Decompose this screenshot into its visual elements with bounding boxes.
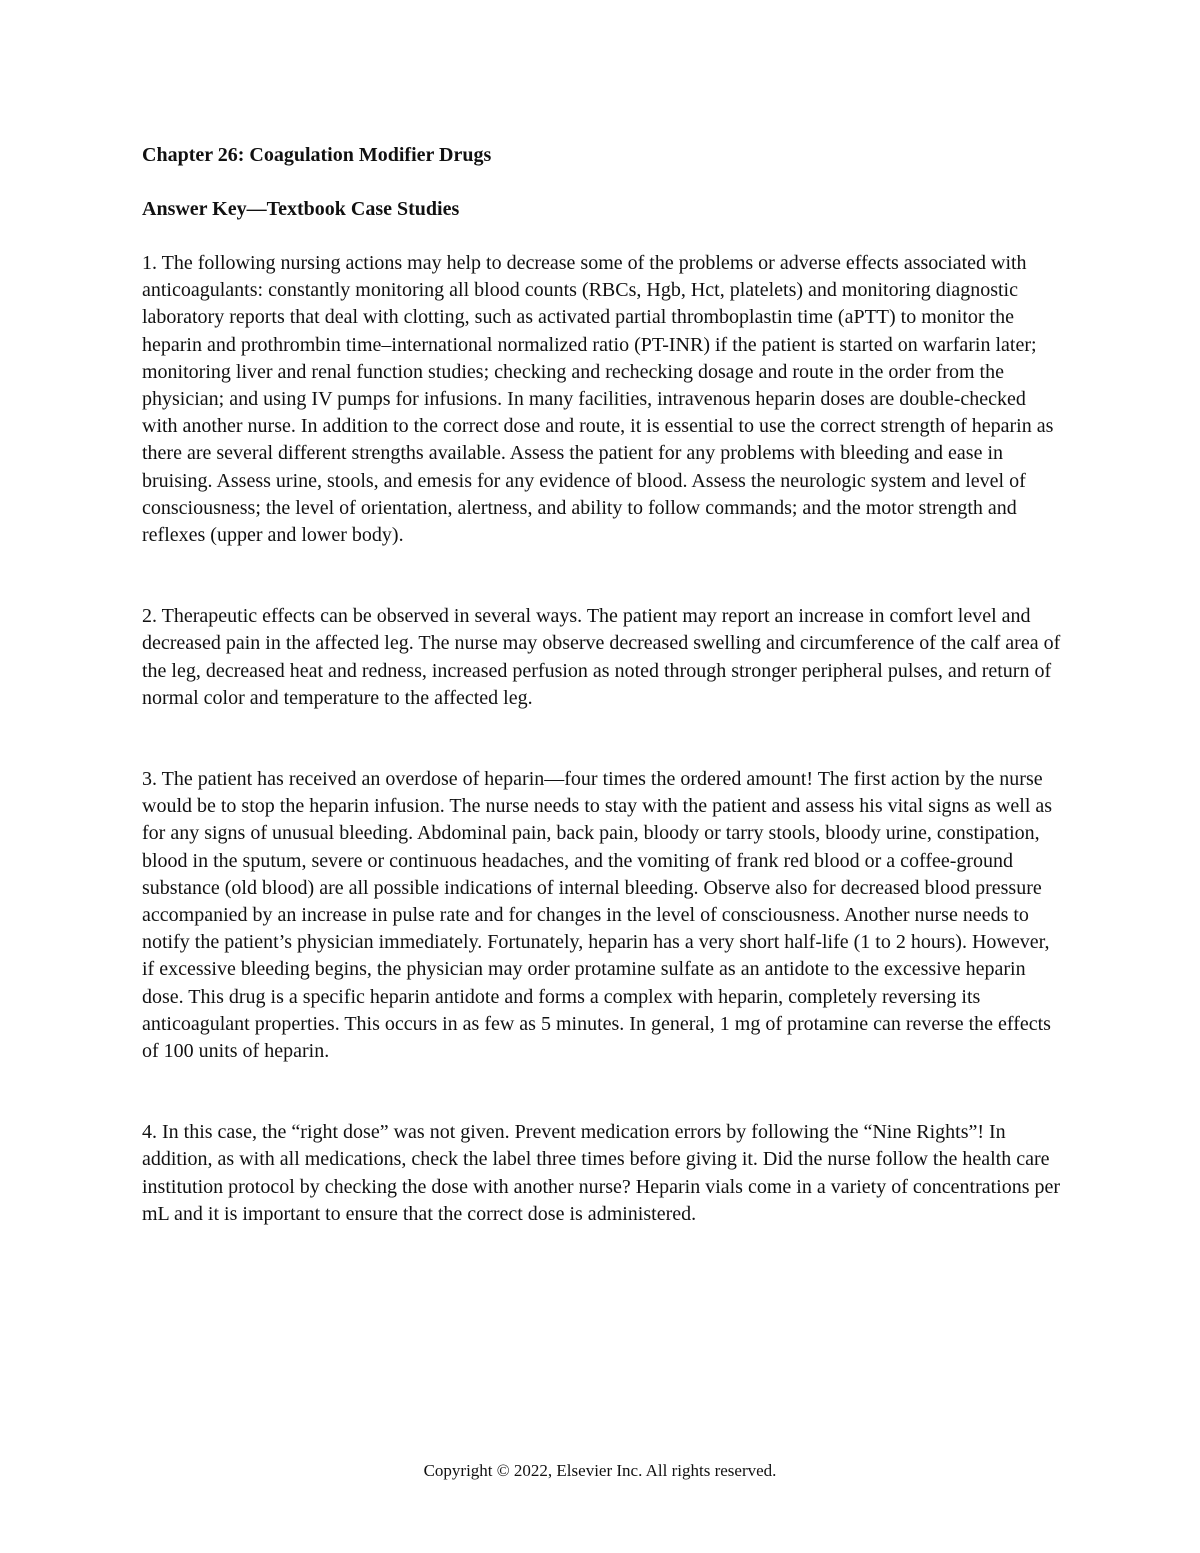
document-body — [142, 142, 1062, 1228]
copyright-footer: Copyright © 2022, Elsevier Inc. All rights reserved. — [423, 1461, 777, 1480]
answer-paragraph-2: 2. Therapeutic effects can be observed in several ways. The patient may report an increase in comfort level and decreased pain in the affected leg. The nurse may observe decreased swelling and circumference of the calf area of the leg, decreased heat and redness, increased perfusion as noted through stronger peripheral pulses, and return of normal color and temperature to the affected leg. — [142, 605, 1061, 709]
section-title: Answer Key—Textbook Case Studies — [142, 198, 460, 220]
answer-paragraph-3: 3. The patient has received an overdose of heparin—four times the ordered amount! The first action by the nurse would be to stop the heparin infusion. The nurse needs to stay with the patient and assess his vital signs as well as for any signs of unusual bleeding. Abdominal pain, back pain, bloody or tarry stools, bloody urine, constipation, blood in the sputum, severe or continuous headaches, and the vomiting of frank red blood or a coffee-ground substance (old blood) are all possible indications of internal bleeding. Observe also for decreased blood pressure accompanied by an increase in pulse rate and for changes in the level of consciousness. Another nurse needs to notify the patient’s physician immediately. Fortunately, heparin has a very short half-life (1 to 2 hours). However, if excessive bleeding begins, the physician may order protamine sulfate as an antidote to the excessive heparin dose. This drug is a specific heparin antidote and forms a complex with heparin, completely reversing its anticoagulant properties. This occurs in as few as 5 minutes. In general, 1 mg of protamine can reverse the effects of 100 units of heparin. — [142, 768, 1053, 1063]
answer-paragraph-1: 1. The following nursing actions may help to decrease some of the problems or adverse effects associated with anticoagulants: constantly monitoring all blood counts (RBCs, Hgb, Hct, platelets) and monitoring diagnostic laboratory reports that deal with clotting, such as activated partial thromboplastin time (aPTT) to monitor the heparin and prothrombin time–international normalized ratio (PT-INR) if the patient is started on warfarin later; monitoring liver and renal function studies; checking and rechecking dosage and route in the order from the physician; and using IV pumps for infusions. In many facilities, intravenous heparin doses are double-checked with another nurse. In addition to the correct dose and route, it is essential to use the correct strength of heparin as there are several different strengths available. Assess the patient for any problems with bleeding and ease in bruising. Assess urine, stools, and emesis for any evidence of blood. Assess the neurologic system and level of consciousness; the level of orientation, alertness, and ability to follow commands; and the motor strength and reflexes (upper and lower body). — [142, 252, 1054, 547]
chapter-title: Chapter 26: Coagulation Modifier Drugs — [142, 144, 492, 166]
answer-paragraph-4: 4. In this case, the “right dose” was not given. Prevent medication errors by following the “Nine Rights”! In addition, as with all medications, check the label three times before giving it. Did the nurse follow the health care institution protocol by checking the dose with another nurse? Heparin vials come in a variety of concentrations per mL and it is important to ensure that the correct dose is administered. — [142, 1121, 1061, 1225]
